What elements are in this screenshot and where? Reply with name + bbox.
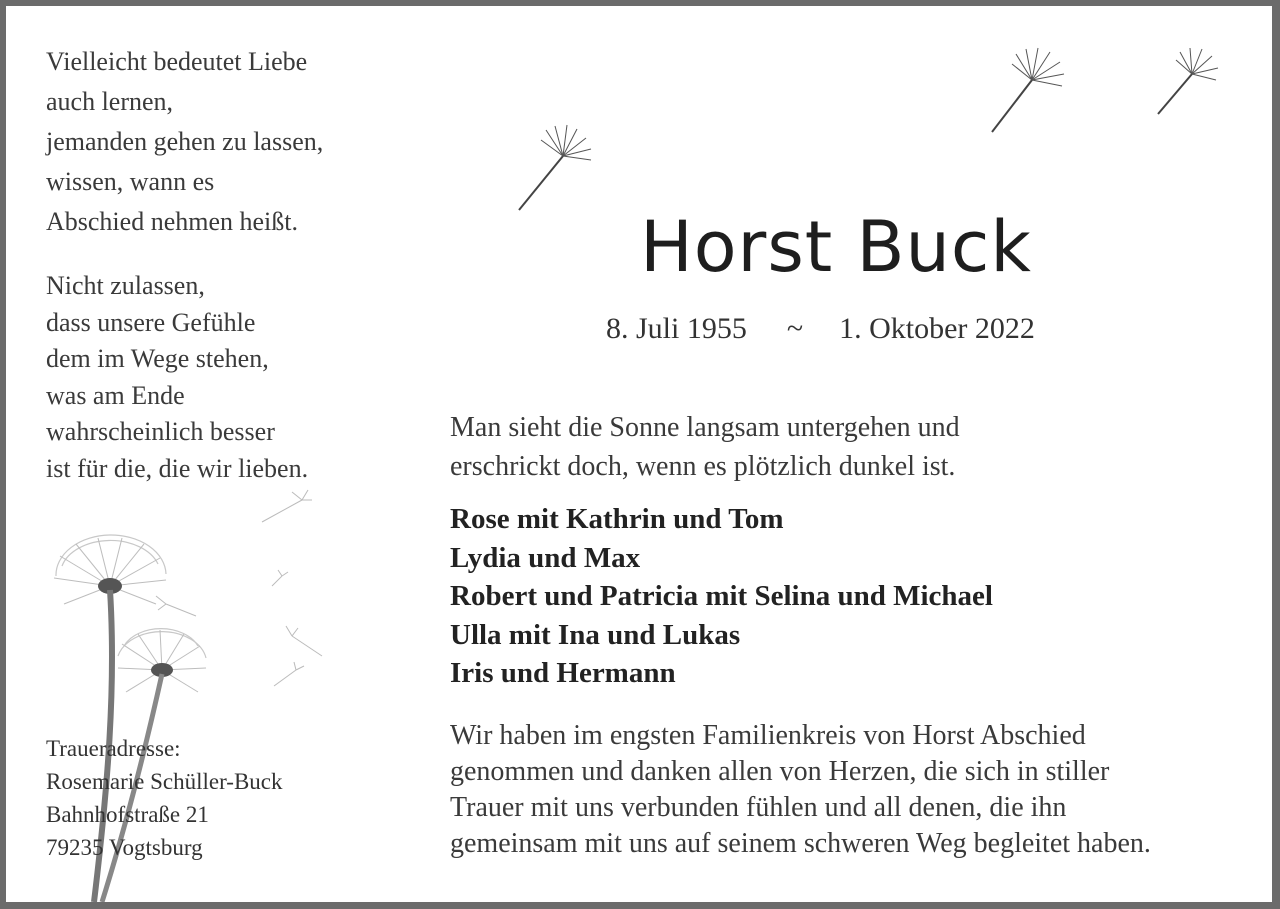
poem-line: was am Ende [46, 380, 185, 410]
family-line: Rose mit Kathrin und Tom [450, 503, 784, 535]
quote-line: Man sieht die Sonne langsam untergehen und [450, 412, 960, 443]
poem-line: Abschied nehmen heißt. [46, 207, 298, 236]
mourning-address [46, 732, 283, 864]
poem-line: Nicht zulassen, [46, 271, 205, 300]
closing-line: genommen und danken allen von Herzen, die sich in stiller [450, 756, 1110, 787]
date-separator: ~ [786, 312, 804, 345]
family-line: Ulla mit Ina und Lukas [450, 618, 741, 651]
obituary-card [6, 6, 1272, 902]
dandelion-seed-icon [1152, 46, 1232, 126]
poem-line: dem im Wege stehen, [46, 344, 269, 373]
address-line: Rosemarie Schüller-Buck [46, 769, 283, 794]
closing-line: gemeinsam mit uns auf seinem schweren Weg begleitet haben. [450, 828, 1151, 859]
family-line: Lydia und Max [450, 541, 641, 574]
closing-text [450, 718, 1151, 862]
poem-stanza-2 [46, 268, 308, 487]
family-line: Robert und Patricia mit Selina und Michael [450, 580, 993, 612]
address-label: Traueradresse: [46, 736, 181, 761]
poem-line: Vielleicht bedeutet Liebe [46, 47, 308, 76]
deceased-name: Horst Buck [640, 206, 1032, 288]
address-line: 79235 Vogtsburg [46, 835, 203, 860]
family-list [450, 500, 993, 693]
quote-line: erschrickt doch, wenn es plötzlich dunkel ist. [450, 451, 956, 482]
poem-line: ist für die, die wir lieben. [46, 453, 309, 483]
dandelion-seed-icon [986, 46, 1076, 136]
life-dates [606, 312, 1035, 346]
death-date: 1. Oktober 2022 [839, 312, 1035, 345]
dandelion-seed-icon [511, 124, 601, 214]
poem-line: dass unsere Gefühle [46, 307, 256, 337]
poem-line: wissen, wann es [46, 167, 215, 196]
quote [450, 408, 960, 486]
poem-line: wahrscheinlich besser [46, 417, 275, 446]
family-line: Iris und Hermann [450, 657, 676, 689]
birth-date: 8. Juli 1955 [606, 312, 747, 345]
poem-line: auch lernen, [46, 87, 174, 116]
address-line: Bahnhofstraße 21 [46, 802, 209, 827]
closing-line: Trauer mit uns verbunden fühlen und all denen, die ihn [450, 792, 1067, 823]
closing-line: Wir haben im engsten Familienkreis von Horst Abschied [450, 720, 1086, 751]
poem-line: jemanden gehen zu lassen, [46, 127, 324, 156]
poem-stanza-1 [46, 42, 323, 242]
